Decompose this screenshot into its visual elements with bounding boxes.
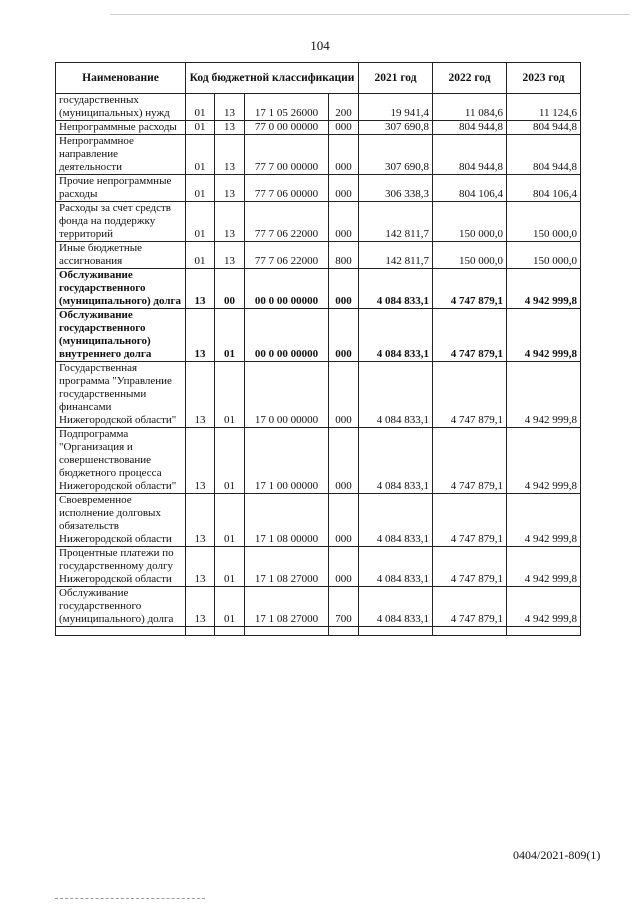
row-target-code: 17 1 00 00000	[245, 428, 329, 494]
row-subsection: 13	[215, 121, 245, 135]
row-expense-type: 000	[329, 175, 359, 202]
row-expense-type: 000	[329, 362, 359, 428]
row-subsection: 01	[215, 494, 245, 547]
row-target-code: 00 0 00 00000	[245, 309, 329, 362]
row-value-2023: 150 000,0	[507, 202, 581, 242]
header-2021: 2021 год	[359, 63, 433, 94]
table-row	[56, 175, 581, 202]
table-row	[56, 135, 581, 175]
table-row	[56, 362, 581, 428]
table-row	[56, 94, 581, 121]
row-subsection: 01	[215, 587, 245, 627]
row-name: Иные бюджетные ассигнования	[56, 242, 186, 269]
row-value-2023: 4 942 999,8	[507, 269, 581, 309]
row-value-2022: 11 084,6	[433, 94, 507, 121]
row-section: 01	[186, 94, 215, 121]
row-value-2022: 4 747 879,1	[433, 547, 507, 587]
header-name: Наименование	[56, 63, 186, 94]
row-section: 13	[186, 494, 215, 547]
row-value-2023: 804 944,8	[507, 135, 581, 175]
row-subsection: 01	[215, 309, 245, 362]
row-expense-type: 000	[329, 547, 359, 587]
row-target-code: 77 0 00 00000	[245, 121, 329, 135]
row-section: 13	[186, 547, 215, 587]
page-number: 104	[310, 38, 330, 53]
table-header	[56, 63, 581, 94]
row-value-2021: 306 338,3	[359, 175, 433, 202]
row-value-2022: 4 747 879,1	[433, 494, 507, 547]
row-subsection: 01	[215, 547, 245, 587]
row-value-2023: 804 944,8	[507, 121, 581, 135]
table-row	[56, 587, 581, 627]
row-value-2023: 4 942 999,8	[507, 587, 581, 627]
row-name: Государственная программа "Управление государственными финансами Нижегородской области"	[56, 362, 186, 428]
row-value-2021: 142 811,7	[359, 242, 433, 269]
row-expense-type: 700	[329, 587, 359, 627]
top-rule	[110, 14, 630, 15]
table-row	[56, 121, 581, 135]
row-section: 13	[186, 309, 215, 362]
row-expense-type: 200	[329, 94, 359, 121]
row-section: 13	[186, 587, 215, 627]
table-row	[56, 242, 581, 269]
row-section: 13	[186, 428, 215, 494]
row-name: Непрограммные расходы	[56, 121, 186, 135]
budget-table	[55, 62, 581, 636]
row-section: 13	[186, 269, 215, 309]
row-value-2023: 4 942 999,8	[507, 547, 581, 587]
table-row	[56, 494, 581, 547]
row-target-code: 17 1 08 27000	[245, 587, 329, 627]
row-target-code: 17 1 05 26000	[245, 94, 329, 121]
row-value-2022: 4 747 879,1	[433, 587, 507, 627]
row-value-2022: 4 747 879,1	[433, 269, 507, 309]
table-row-bold	[56, 269, 581, 309]
row-target-code: 17 1 08 27000	[245, 547, 329, 587]
row-value-2023: 4 942 999,8	[507, 494, 581, 547]
row-subsection: 13	[215, 202, 245, 242]
row-target-code: 17 0 00 00000	[245, 362, 329, 428]
row-name: Обслуживание государственного (муниципального) долга	[56, 269, 186, 309]
row-value-2022: 4 747 879,1	[433, 309, 507, 362]
row-section: 01	[186, 135, 215, 175]
row-subsection: 01	[215, 428, 245, 494]
row-value-2021: 307 690,8	[359, 121, 433, 135]
row-name: Обслуживание государственного (муниципального) долга	[56, 587, 186, 627]
row-value-2021: 142 811,7	[359, 202, 433, 242]
table-row-bold	[56, 309, 581, 362]
row-name: Расходы за счет средств фонда на поддержку территорий	[56, 202, 186, 242]
table-row	[56, 202, 581, 242]
row-subsection: 13	[215, 242, 245, 269]
row-value-2023: 4 942 999,8	[507, 362, 581, 428]
row-value-2021: 4 084 833,1	[359, 428, 433, 494]
row-value-2023: 11 124,6	[507, 94, 581, 121]
row-name: Прочие непрограммные расходы	[56, 175, 186, 202]
row-target-code: 00 0 00 00000	[245, 269, 329, 309]
row-value-2021: 4 084 833,1	[359, 547, 433, 587]
row-value-2022: 4 747 879,1	[433, 428, 507, 494]
row-name: Своевременное исполнение долговых обязательств Нижегородской области	[56, 494, 186, 547]
row-target-code: 77 7 06 22000	[245, 242, 329, 269]
row-value-2023: 150 000,0	[507, 242, 581, 269]
row-expense-type: 000	[329, 202, 359, 242]
row-expense-type: 000	[329, 309, 359, 362]
row-name: Обслуживание государственного (муниципального) внутреннего долга	[56, 309, 186, 362]
table-row	[56, 547, 581, 587]
row-value-2023: 804 106,4	[507, 175, 581, 202]
header-2023: 2023 год	[507, 63, 581, 94]
bottom-rule	[55, 898, 205, 899]
row-value-2022: 150 000,0	[433, 202, 507, 242]
row-value-2023: 4 942 999,8	[507, 309, 581, 362]
row-subsection: 01	[215, 362, 245, 428]
row-expense-type: 000	[329, 135, 359, 175]
row-value-2021: 307 690,8	[359, 135, 433, 175]
row-value-2023: 4 942 999,8	[507, 428, 581, 494]
row-value-2021: 4 084 833,1	[359, 269, 433, 309]
row-subsection: 13	[215, 94, 245, 121]
row-expense-type: 000	[329, 428, 359, 494]
row-target-code: 17 1 08 00000	[245, 494, 329, 547]
row-section: 01	[186, 242, 215, 269]
row-subsection: 13	[215, 175, 245, 202]
row-value-2022: 4 747 879,1	[433, 362, 507, 428]
row-expense-type: 000	[329, 121, 359, 135]
document-code: 0404/2021-809(1)	[513, 848, 601, 862]
row-section: 01	[186, 175, 215, 202]
row-section: 13	[186, 362, 215, 428]
row-name: Непрограммное направление деятельности	[56, 135, 186, 175]
row-section: 01	[186, 202, 215, 242]
row-name: Процентные платежи по государственному долгу Нижегородской области	[56, 547, 186, 587]
row-value-2021: 4 084 833,1	[359, 309, 433, 362]
row-value-2021: 19 941,4	[359, 94, 433, 121]
header-code: Код бюджетной классификации	[186, 63, 359, 94]
row-expense-type: 000	[329, 494, 359, 547]
row-value-2021: 4 084 833,1	[359, 587, 433, 627]
row-value-2021: 4 084 833,1	[359, 362, 433, 428]
table-row-empty	[56, 627, 581, 636]
row-target-code: 77 7 00 00000	[245, 135, 329, 175]
row-value-2022: 804 944,8	[433, 135, 507, 175]
row-expense-type: 800	[329, 242, 359, 269]
row-value-2022: 150 000,0	[433, 242, 507, 269]
row-section: 01	[186, 121, 215, 135]
row-target-code: 77 7 06 00000	[245, 175, 329, 202]
row-value-2022: 804 944,8	[433, 121, 507, 135]
row-target-code: 77 7 06 22000	[245, 202, 329, 242]
row-subsection: 13	[215, 135, 245, 175]
header-2022: 2022 год	[433, 63, 507, 94]
row-name: Подпрограмма "Организация и совершенствование бюджетного процесса Нижегородской области"	[56, 428, 186, 494]
row-subsection: 00	[215, 269, 245, 309]
row-expense-type: 000	[329, 269, 359, 309]
row-name: государственных (муниципальных) нужд	[56, 94, 186, 121]
row-value-2022: 804 106,4	[433, 175, 507, 202]
row-value-2021: 4 084 833,1	[359, 494, 433, 547]
table-row	[56, 428, 581, 494]
